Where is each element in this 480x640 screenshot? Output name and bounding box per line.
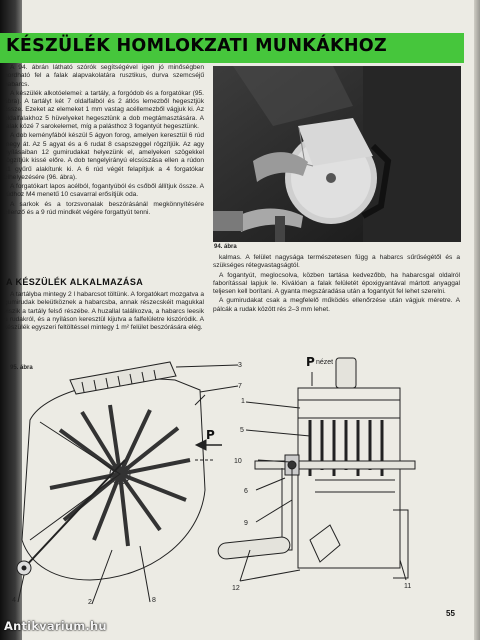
watermark: Antikvarium.hu (4, 619, 107, 633)
callout-1: 1 (241, 398, 245, 405)
handle-bar (70, 362, 176, 394)
paragraph: A sarkok és a torzsvonalak beszórásánál megkönnyítésére ellenző és a 9 rúd mindkét végére forgattyút tenni. (4, 200, 204, 217)
figure-caption-94: 94. ábra (214, 244, 237, 250)
callout-5: 5 (240, 427, 244, 434)
paragraph: A fogantyút, meglocsolva, közben tartása kedvezőbb, ha habarcsgal oldalról faborítással lapjuk le. Kiválóan a falak felületét époxigyantával mártott anyaggal teljesen kell borítani. A gyanta megszáradása után a fogantyút fel lehet szerelni. (213, 271, 460, 296)
drum-slats (50, 405, 190, 546)
figure-caption-95: 95. ábra (10, 365, 33, 371)
callout-9: 9 (244, 520, 248, 527)
body-column-1-lower (4, 291, 204, 333)
callout-6: 6 (244, 488, 248, 495)
callout-3: 3 (238, 362, 242, 369)
crank-arm (24, 460, 125, 568)
paragraph: A forgatókart lapos acélból, fogantyúból és csőből állítjuk össze. A rúdhoz M4 menetű 10 csavarral erősítjük oda. (4, 183, 204, 199)
callout-11: 11 (404, 583, 412, 590)
paragraph: A gumirudakat csak a megfelelő működés ellenőrzése után vágjuk méretre. A pálcák a rudak között rés 2–3 mm lehet. (213, 297, 460, 313)
handle-top (336, 358, 356, 388)
technical-diagram-fig-95 (0, 350, 480, 620)
paragraph: A tartályba mintegy 2 l habarcsot töltünk. A forgatókart mozgatva a gumirudak beleütköznek a habarcsba, annak részecskéit magukkal viszik a tartály felső részébe. A huzallal találkozva, a habarcs leesik a rudakról, és a nyíláson keresztül kijutva a falfelületre kiszóródik. A készülék egyszeri feltöltéssel mintegy 1 m² felület beszórására elég. (4, 291, 204, 332)
photo-illustration (213, 66, 461, 242)
callout-12: 12 (232, 585, 240, 592)
photo-fig-94 (213, 66, 461, 242)
view-note: nézet (316, 359, 334, 366)
arrow-label: P (206, 428, 215, 442)
callout-2: 2 (88, 599, 92, 606)
grip (217, 536, 290, 559)
body-front (298, 388, 400, 568)
view-label: P (306, 355, 315, 369)
callout-7: 7 (238, 383, 242, 390)
paragraph: A dob keményfából készül 5 ágyon forog, amelyen keresztül 6 rúd megy át. Az 5 agyat és a 6 rudat 8 csapszeggel rögzítjük. Az agy nyílásaiban 12 gumirudakat helyezünk el, amelyeken szögekkel rögzítjük kissé előre. A dob tengelyirányú elcsúszása ellen a rúdon 11 gyűrű alakítunk ki. A 6 rúd végét felapítjuk a 4 forgatókar elhelyezésére (96. ábra). (4, 132, 204, 181)
section-heading: A KÉSZÜLÉK ALKALMAZÁSA (6, 277, 144, 287)
paragraph: A készülék alkotóelemei: a tartály, a forgódob és a forgatókar (95. ábra). A tartályt két 7 oldalfalból és 2 átlós lemezből hegesztjük össze. Ezeket az elemeket 1 mm vastag acéllemezből vágjuk ki. Az oldalfalakhoz 5 hüvelyeket hegesztünk a dob megtámasztására. A falak közé 7 sarokelemet, míg a palásthoz 3 fogantyút hegesztünk. (4, 89, 204, 131)
body-column-2 (213, 254, 460, 315)
paragraph: A 94. ábrán látható szórók segítségével igen jó minőségben hordható fel a falak alapvakolatára rusztikus, durva szemcséjű habarcs. (4, 64, 204, 88)
title-banner (0, 33, 464, 63)
callout-4: 4 (12, 597, 16, 604)
callout-8: 8 (152, 597, 156, 604)
article-title: KÉSZÜLÉK HOMLOKZATI MUNKÁKHOZ (6, 36, 387, 56)
body-column-1 (4, 64, 204, 218)
axle (255, 461, 415, 469)
page-number: 55 (446, 609, 455, 618)
callout-10: 10 (234, 458, 242, 465)
paragraph: kalmas. A felület nagysága természetesen függ a habarcs sűrűségétől és a szükséges rétegvastagságtól. (213, 254, 460, 270)
